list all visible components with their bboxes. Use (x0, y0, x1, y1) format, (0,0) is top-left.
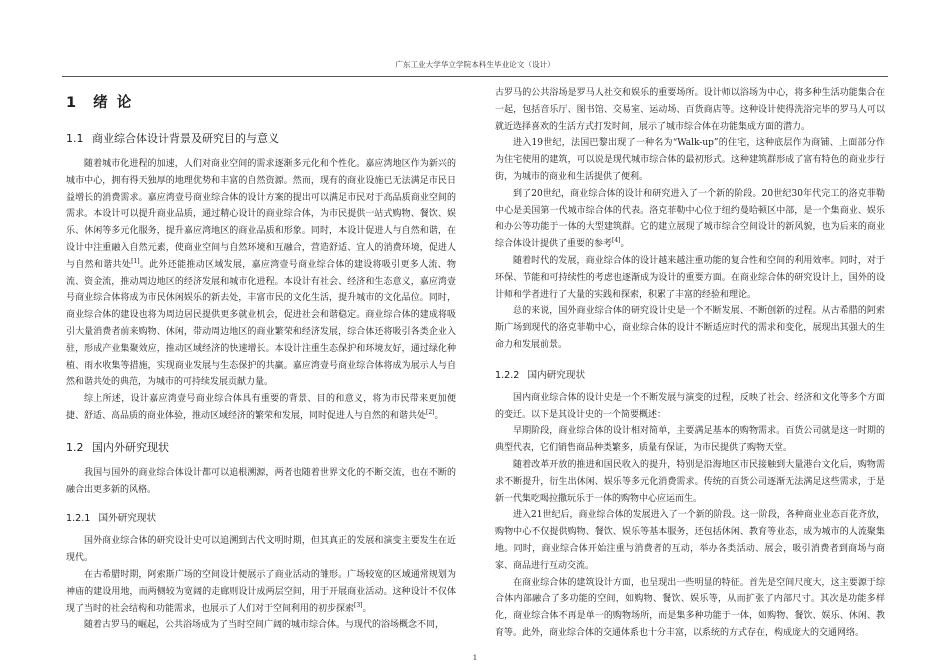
paragraph-text: 在古希腊时期，阿索斯广场的空间设计便展示了商业活动的雏形。广场较宽的区域通常规划为神庙的建设用地，而两侧较为宽阔的走廊则设计成两层空间，用于开展商业活动。这种设计不仅体现了当时的社会结构和功能需求，也展示了人们对于空间利用的初步探索 (66, 569, 456, 614)
paragraph: 随着改革开放的推进和国民收入的提升，特别是沿海地区市民接触到大量港台文化后，购物需求不断提升，衍生出休闲、娱乐等多元化消费需求。传统的百货公司逐渐无法满足这些需求，于是新一代集吃喝拉撒玩乐于一体的购物中心应运而生。 (495, 459, 885, 504)
paragraph: 进入19世纪，法国巴黎出现了一种名为“Walk-up”的住宅，这种底层作为商铺、上面部分作为住宅使用的建筑，可以说是现代城市综合体的最初形式。这种建筑群形成了富有特色的商业步行街，为城市的商业和生活提供了便利。 (495, 138, 885, 182)
subsection-title: 国外研究现状 (98, 513, 157, 525)
section-title: 商业综合体设计背景及研究目的与意义 (92, 132, 279, 145)
chapter-number: 1 (66, 95, 79, 111)
right-column (495, 85, 885, 642)
paragraph: 国内商业综合体的设计史是一个不断发展与演变的过程，反映了社会、经济和文化等多个方面的变迁。以下是其设计史的一个简要概述： (495, 392, 885, 420)
paragraph-continued: 古罗马的公共浴场是罗马人社交和娱乐的重要场所。设计师以浴场为中心，将多种生活功能集合在一起，包括音乐厅、图书馆、交易室、运动场、百货商店等。这种设计使得洗浴完毕的罗马人可以就近选择喜欢的生活方式打发时间，展示了城市综合体在功能集成方面的潜力。 (495, 88, 885, 132)
left-column (66, 85, 456, 634)
citation: [2] (426, 408, 435, 416)
section-heading-1-1 (66, 130, 456, 146)
subsection-number: 1.2.1 (66, 513, 91, 525)
paragraph: 我国与国外的商业综合体设计都可以追根溯源，两者也随着世界文化的不断交流，也在不断的融合出更多新的风格。 (66, 467, 456, 495)
paragraph-text: 随着城市化进程的加速，人们对商业空间的需求逐渐多元化和个性化。嘉应湾地区作为新兴的城市中心，拥有得天独厚的地理优势和丰富的自然资源。然而，现有的商业设施已无法满足市民日益增长的消费需求。嘉应湾壹号商业综合体的设计方案的提出可以满足市民对于高品质商业空间的需求。本设计可以提升商业品质，通过精心设计的商业综合体，为市民提供一站式购物、餐饮、娱乐、休闲等多元化服务，提升嘉应湾地区的商业品质和形象。同时，本设计促进人与自然和谐，在设计中注重融入自然元素，使商业空间与自然环境和互融合，营造舒适、宜人的消费环境，促进人与自然和谐共处 (66, 159, 456, 270)
section-number: 1.1 (66, 132, 84, 145)
chapter-title: 绪 论 (93, 95, 134, 111)
paragraph-text: 综上所述，设计嘉应湾壹号商业综合体具有重要的背景、目的和意义，将为市民带来更加便捷、舒适、高品质的商业体验，推动区域经济的繁荣和发展，同时促进人与自然的和谐共处 (66, 394, 456, 421)
paragraph (66, 391, 456, 425)
paragraph (66, 567, 456, 617)
paragraph-text: 。 (362, 603, 372, 614)
citation: [1] (131, 257, 140, 265)
citation: [3] (354, 601, 363, 609)
subsection-heading-1-2-2 (495, 367, 885, 381)
paragraph (495, 186, 885, 253)
paragraph: 进入21世纪后，商业综合体的发展进入了一个新的阶段。这一阶段，各种商业业态百花齐放，购物中心不仅提供购物、餐饮、娱乐等基本服务，还包括休闲、教育等业态，成为城市的人流聚集地。同时，商业综合体开始注重与消费者的互动，举办各类活动、展会，吸引消费者到商场与商家、商品进行互动交流。 (495, 510, 885, 571)
paragraph-text: 。 (620, 239, 630, 250)
paragraph: 在商业综合体的建筑设计方面，也呈现出一些明显的特征。首先是空间尺度大，这主要源于综合体内部融合了多功能的空间，如购物、餐饮、娱乐等，从而扩张了内部尺寸。其次是功能多样化，商业综合体不再是单一的购物场所，而是集多种功能于一体，如购物、餐饮、娱乐、休闲、教育等。此外，商业综合体的交通体系也十分丰富，以系统的方式存在，构成庞大的交通网络。 (495, 577, 885, 638)
paragraph: 随着古罗马的崛起，公共浴场成为了当时空间广阔的城市综合体。与现代的浴场概念不同， (84, 620, 445, 631)
page-number: 1 (472, 653, 478, 662)
paragraph-text: 。此外还能推动区域发展，嘉应湾壹号商业综合体的建设将吸引更多人流、物流、资金流，推动周边地区的经济发展和城市化进程。本设计有社会、经济和生态意义，嘉应湾壹号商业综合体将成为市民休闲娱乐的新去处，丰富市民的文化生活，提升城市的文化品位。同时，商业综合体的建设也将为周边居民提供更多就业机会，促进社会和谐稳定。商业综合体的建成将吸引大量消费者前来购物、休闲，带动周边地区的商业繁荣和经济发展，综合体还将吸引各类企业入驻，形成产业集聚效应，推动区域经济的快速增长。本设计注重生态保护和环境友好，通过绿化种植、雨水收集等措施，实现商业发展与生态保护的共赢。嘉应湾壹号商业综合体将成为展示人与自然和谐共处的典范，为城市的可持续发展贡献力量。 (66, 259, 456, 388)
running-header: 广东工业大学华立学院本科生毕业论文（设计） (395, 60, 555, 69)
section-title: 国内外研究现状 (92, 440, 169, 454)
paragraph-text: 。 (434, 410, 444, 421)
paragraph: 随着时代的发展，商业综合体的设计越来越注重功能的复合性和空间的利用效率。同时，对于环保、节能和可持续性的考虑也逐渐成为设计的重要方面。在商业综合体的研究设计上，国外的设计师和学者进行了大量的实践和探索，积累了丰富的经验和理论。 (495, 255, 885, 300)
section-number: 1.2 (66, 440, 84, 454)
header-rule (62, 76, 888, 77)
section-heading-1-2 (66, 439, 456, 455)
subsection-number: 1.2.2 (495, 369, 520, 381)
paragraph-text: 到了20世纪，商业综合体的设计和研究进入了一个新的阶段。20世纪30年代完工的洛克菲勒中心是美国第一代城市综合体的代表。洛克菲勒中心位于纽约曼哈顿区中部，是一个集商业、娱乐和办公等功能于一体的大型建筑群。它的建立展现了城市综合空间设计的新风貌，也为后来的商业综合体设计提供了重要的参考 (495, 188, 885, 250)
paragraph: 早期阶段，商业综合体的设计相对简单，主要满足基本的购物需求。百货公司就是这一时期的典型代表，它们销售商品种类繁多，质量有保证，为市民提供了购物天堂。 (495, 426, 885, 454)
subsection-heading-1-2-1 (66, 510, 456, 524)
paragraph: 国外商业综合体的研究设计史可以追溯到古代文明时期，但其真正的发展和演变主要发生在近现代。 (66, 536, 456, 564)
citation: [4] (612, 237, 621, 245)
subsection-title: 国内研究现状 (527, 369, 586, 381)
chapter-heading (66, 91, 456, 112)
paragraph: 总的来说，国外商业综合体的研究设计史是一个不断发展、不断创新的过程。从古希腊的阿索斯广场到现代的洛克菲勒中心，商业综合体的设计不断适应时代的需求和变化，展现出其强大的生命力和发展前景。 (495, 306, 885, 350)
paragraph (66, 156, 456, 391)
